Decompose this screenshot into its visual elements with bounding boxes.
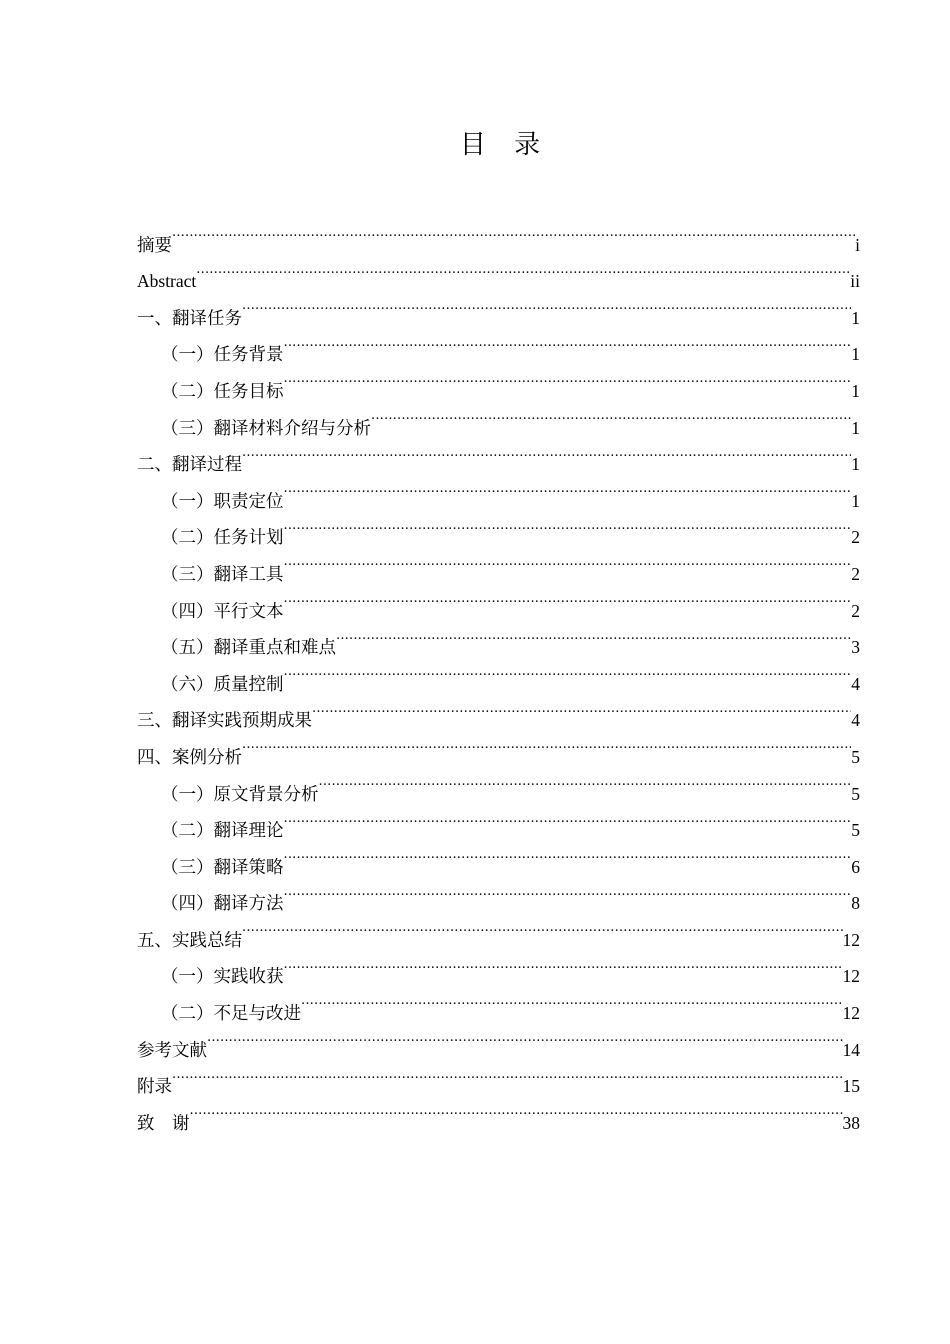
dot-leader [284, 946, 843, 983]
toc-entry-page: 1 [851, 490, 860, 511]
toc-entry-page: 12 [842, 929, 860, 950]
dot-leader [284, 470, 852, 507]
toc-entry-label: （一）原文背景分析 [161, 784, 319, 805]
toc-entry[interactable] [137, 1056, 860, 1098]
toc-entry[interactable] [137, 726, 860, 768]
toc-entry[interactable] [137, 470, 860, 512]
toc-entry-label: （二）不足与改进 [161, 1004, 301, 1025]
toc-entry-page: 2 [851, 600, 860, 621]
toc-entry[interactable] [137, 251, 860, 292]
toc-entry-page: 1 [851, 344, 860, 365]
toc-entry-label: Abstract [137, 271, 197, 292]
toc-entry-label: （二）任务计划 [161, 528, 284, 549]
dot-leader [336, 617, 851, 654]
toc-entry-page: 5 [851, 783, 860, 804]
toc-entry-page: 14 [842, 1039, 860, 1060]
toc-entry-page: 1 [851, 307, 860, 328]
toc-entry-label: 二、翻译过程 [137, 455, 242, 476]
toc-entry-label: 一、翻译任务 [137, 308, 242, 329]
toc-entry[interactable] [137, 434, 860, 476]
dot-leader [190, 1092, 843, 1129]
dot-leader [242, 909, 843, 946]
toc-entry-label: 四、案例分析 [137, 747, 242, 768]
toc-entry-label: （四）翻译方法 [161, 894, 284, 915]
toc-title: 目 录 [459, 130, 551, 160]
dot-leader [284, 800, 852, 837]
toc-entry-page: ii [850, 271, 860, 292]
toc-entry-page: 4 [851, 710, 860, 731]
dot-leader [284, 580, 852, 617]
dot-leader [242, 287, 851, 324]
toc-entry[interactable] [137, 214, 860, 256]
toc-entry-label: （一）任务背景 [161, 345, 284, 366]
toc-entry-page: 38 [842, 1112, 860, 1133]
toc-entry-label: （二）任务目标 [161, 381, 284, 402]
toc-entry-page: 5 [851, 746, 860, 767]
toc-entry-label: （三）翻译材料介绍与分析 [161, 418, 371, 439]
toc-entry-page: 12 [842, 966, 860, 987]
toc-entry[interactable] [137, 763, 860, 805]
toc-entry-page: 1 [851, 380, 860, 401]
dot-leader [371, 397, 851, 434]
toc-entry-page: 4 [851, 673, 860, 694]
toc-entry-page: 2 [851, 527, 860, 548]
table-of-contents [137, 214, 860, 1134]
toc-entry-label: （一）实践收获 [161, 967, 284, 988]
dot-leader [284, 324, 852, 361]
toc-entry-page: 6 [851, 856, 860, 877]
toc-entry-label: 参考文献 [137, 1040, 207, 1061]
dot-leader [196, 251, 850, 288]
toc-entry-page: 12 [842, 1003, 860, 1024]
toc-entry-label: （三）翻译策略 [161, 857, 284, 878]
toc-entry-page: 8 [851, 893, 860, 914]
toc-entry-page: 15 [842, 1076, 860, 1097]
toc-entry-label: （一）职责定位 [161, 491, 284, 512]
dot-leader [242, 726, 851, 763]
dot-leader [207, 1019, 843, 1056]
toc-entry-label: 摘要 [137, 235, 172, 256]
toc-entry-label: 三、翻译实践预期成果 [137, 711, 312, 732]
dot-leader [312, 690, 851, 727]
toc-entry[interactable] [137, 946, 860, 988]
toc-entry-label: （四）平行文本 [161, 601, 284, 622]
dot-leader [301, 982, 843, 1019]
dot-leader [284, 653, 852, 690]
dot-leader [172, 1056, 843, 1093]
toc-entry-page: 2 [851, 563, 860, 584]
toc-entry-page: 1 [851, 417, 860, 438]
toc-entry-label: 致 谢 [137, 1113, 190, 1134]
dot-leader [284, 836, 852, 873]
dot-leader [284, 360, 852, 397]
toc-entry[interactable] [137, 909, 860, 951]
toc-entry-label: 附录 [137, 1077, 172, 1098]
toc-entry[interactable] [137, 1092, 860, 1134]
toc-entry-label: （二）翻译理论 [161, 821, 284, 842]
dot-leader [242, 434, 851, 471]
dot-leader [284, 873, 852, 910]
dot-leader [284, 507, 852, 544]
dot-leader [172, 214, 855, 251]
toc-entry[interactable] [137, 324, 860, 366]
toc-entry-label: 五、实践总结 [137, 930, 242, 951]
toc-entry[interactable] [137, 1019, 860, 1061]
toc-entry-label: （五）翻译重点和难点 [161, 638, 336, 659]
toc-entry-page: 1 [851, 454, 860, 475]
toc-entry-page: 5 [851, 820, 860, 841]
dot-leader [319, 763, 852, 800]
dot-leader [284, 543, 852, 580]
toc-entry-label: （六）质量控制 [161, 674, 284, 695]
toc-entry-page: 3 [851, 637, 860, 658]
toc-entry-label: （三）翻译工具 [161, 564, 284, 585]
toc-entry[interactable] [137, 287, 860, 329]
toc-entry-page: i [855, 234, 860, 255]
